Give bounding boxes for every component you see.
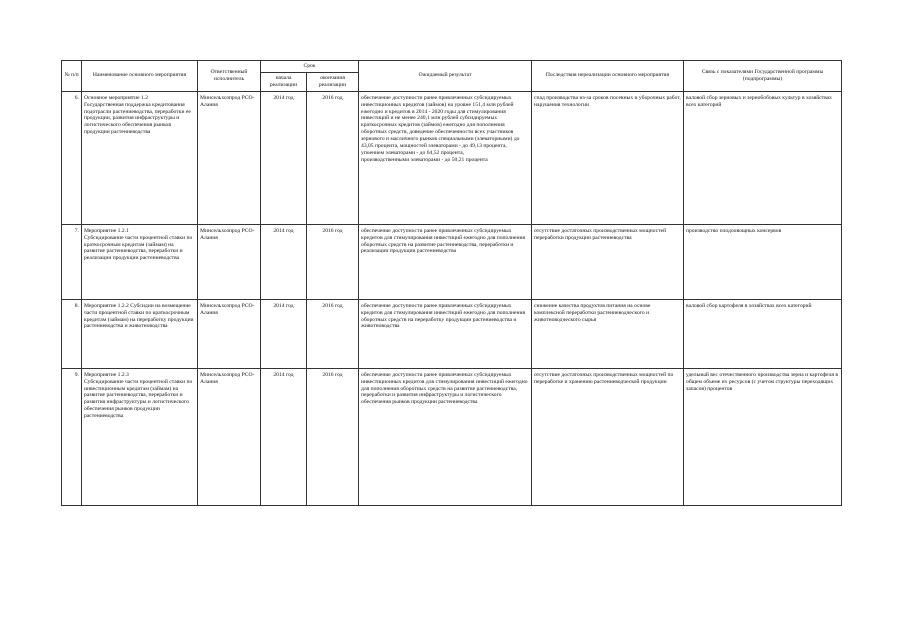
row-start: 2014 год xyxy=(261,368,307,505)
row-responsible: Минсельхозпрод РСО-Алания xyxy=(198,299,261,368)
measures-table xyxy=(61,60,842,506)
row-link: валовой сбор зерновых и зернобобовых культур в хозяйствах всех категорий xyxy=(684,91,842,224)
header-result: Ожидаемый результат xyxy=(359,61,532,92)
row-name: Основное мероприятие 1.2 Государственная поддержка кредитования подотрасли растениеводства, переработки ее продукции, развития инфраструктуры и логистического обеспечения рынков продукции растениеводства xyxy=(82,91,198,224)
header-row xyxy=(62,61,842,73)
row-link: производство плодоовощных консервов xyxy=(684,224,842,299)
row-start: 2014 год xyxy=(261,299,307,368)
row-end: 2016 год xyxy=(307,299,359,368)
row-responsible: Минсельхозпрод РСО-Алания xyxy=(198,91,261,224)
header-link: Связь с показателями Государственной программы (подпрограммы) xyxy=(684,61,842,92)
header-num: № п/п xyxy=(62,61,82,92)
table-row xyxy=(62,368,842,505)
row-consequences: спад производства из-за сроков посевных и уборочных работ, нарушения технологии xyxy=(532,91,684,224)
row-start: 2014 год xyxy=(261,224,307,299)
row-num: 9. xyxy=(62,368,82,505)
row-result: обеспечение доступности ранее привлеченных субсидируемых кредитов для стимулирования инвестиций ежегодно для пополнения оборотных средств на переработку продукции растениеводства и животноводства xyxy=(359,299,532,368)
row-result: обеспечение доступности ранее привлеченных субсидируемых инвестиционных кредитов (займов) на уровне 151,4 млн рублей ежегодно и кредитов в 2014 - 2020 годы для стимулирования инвестиций и не менее 240,1 млн рублей субсидируемых краткосрочных кредитов (займов) ежегодно для пополнения оборотных средств, доведение обеспеченности всех участников зернового и масличного рынков специальными (элеваторными) до 43,05 процента, мощностей элеваторами - до 49,13 процента, упоением элеваторами - до 64,52 процента, производственными элеваторами - до 50,21 процента xyxy=(359,91,532,224)
header-responsible: Ответственный исполнитель xyxy=(198,61,261,92)
row-responsible: Минсельхозпрод РСО-Алания xyxy=(198,224,261,299)
row-link: удельный вес отечественного производства зерна и картофеля в общем объеме их ресурсов (с учетом структуры переходящих запасов) процентов xyxy=(684,368,842,505)
row-name: Мероприятие 1.2.3 Субсидирование части процентной ставки по инвестиционным кредитам (займам) на развитие растениеводства, переработки и развития инфраструктуры и логистического обеспечения рынков продукции растениеводства xyxy=(82,368,198,505)
row-num: 7. xyxy=(62,224,82,299)
row-responsible: Минсельхозпрод РСО-Алания xyxy=(198,368,261,505)
row-end: 2016 год xyxy=(307,91,359,224)
row-result: обеспечение доступности ранее привлеченных субсидируемых инвестиционных кредитов для стимулирования инвестиций ежегодно для пополнения оборотных средств на развитие растениеводства, переработки и развития инфраструктуры и логистического обеспечения рынков продукции растениеводства xyxy=(359,368,532,505)
row-end: 2016 год xyxy=(307,368,359,505)
row-start: 2014 год xyxy=(261,91,307,224)
row-consequences: снижение качества продуктов питания на основе комплексной переработки растениеводческого и животноводческого сырья xyxy=(532,299,684,368)
table-row xyxy=(62,224,842,299)
header-consequences: Последствия нереализации основного мероприятия xyxy=(532,61,684,92)
table-row xyxy=(62,299,842,368)
row-name: Мероприятие 1.2.1 Субсидирование части процентной ставки по краткосрочным кредитам (займам) на развитие растениеводства, переработки и реализации продукции растениеводства xyxy=(82,224,198,299)
header-start: начала реализации xyxy=(261,72,307,91)
row-name: Мероприятие 1.2.2 Субсидии на возмещение части процентной ставки по краткосрочным кредитам (займам) на переработку продукции растениеводства и животноводства xyxy=(82,299,198,368)
row-consequences: отсутствие достаточных производственных мощностей переработки продукции растениеводства xyxy=(532,224,684,299)
header-name: Наименование основного мероприятия xyxy=(82,61,198,92)
row-consequences: отсутствие достаточных производственных мощностей по переработке и хранению растениеводческой продукции xyxy=(532,368,684,505)
header-term: Срок xyxy=(261,61,359,73)
row-num: 6. xyxy=(62,91,82,224)
row-num: 8. xyxy=(62,299,82,368)
row-link: валовой сбор картофеля в хозяйствах всех категорий xyxy=(684,299,842,368)
row-result: обеспечение доступности ранее привлеченных субсидируемых кредитов для стимулирования инвестиций ежегодно для пополнения оборотных средств на развитие растениеводства, переработки и реализации продукции растениеводства xyxy=(359,224,532,299)
row-end: 2016 год xyxy=(307,224,359,299)
table-row xyxy=(62,91,842,224)
header-end: окончания реализации xyxy=(307,72,359,91)
